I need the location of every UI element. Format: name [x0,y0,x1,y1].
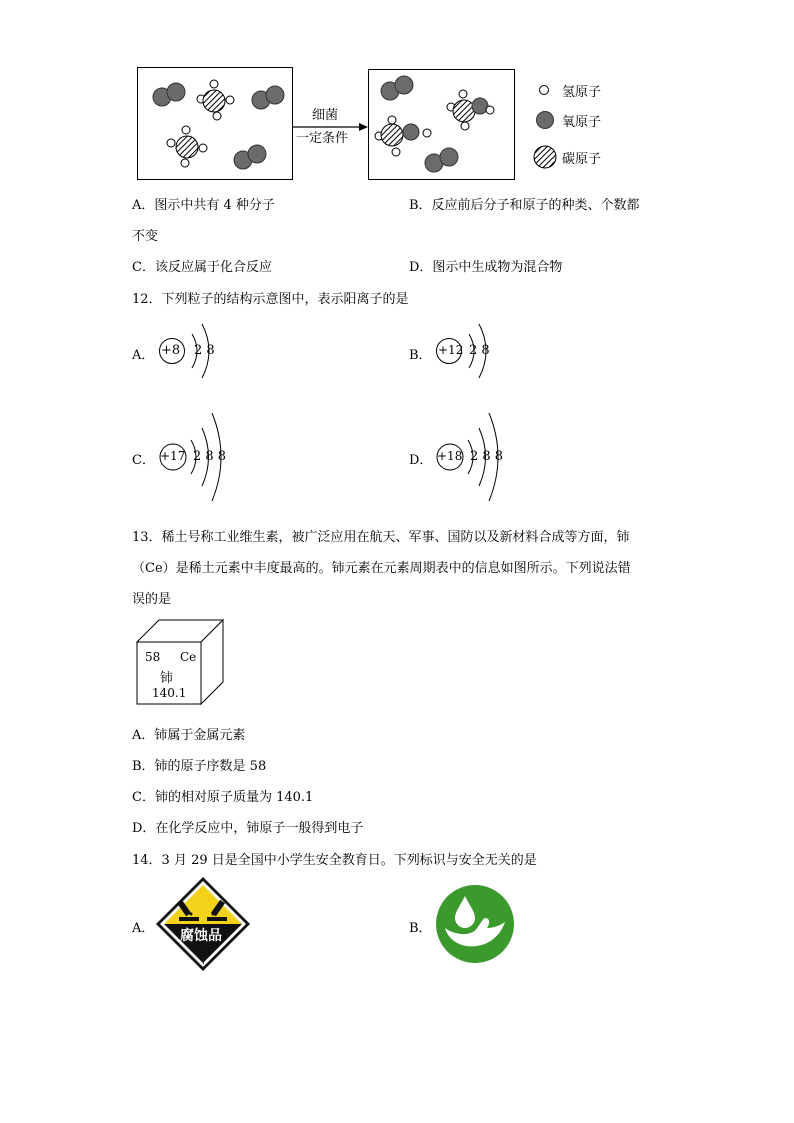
nucleus-charge-d: +18 [437,449,463,463]
q12-stem: 12．下列粒子的结构示意图中，表示阳离子的是 [132,292,409,307]
element-atomic-number: 58 [145,650,161,664]
q11-option-a: A．图示中共有 4 种分子 [132,198,275,213]
q13-option-b: B．铈的原子序数是 58 [132,759,267,774]
element-symbol: Ce [180,650,197,664]
oxygen-molecule [381,76,413,100]
methanol-molecule [447,90,494,130]
corrosive-sign-text: 腐蚀品 [180,928,222,944]
oxygen-molecule [234,145,266,169]
q12-option-a-letter: A． [132,348,155,363]
q12-option-b-letter: B． [409,348,432,363]
legend-oxygen-label: 氧原子 [562,115,602,130]
q13-option-d: D．在化学反应中，铈原子一般得到电子 [132,821,364,836]
oxygen-atom-icon [535,110,555,130]
q13-stem-line2: （Ce）是稀土元素中丰度最高的。铈元素在元素周期表中的信息如图所示。下列说法错 [132,561,631,576]
oxygen-molecule [153,83,185,106]
hydrogen-atom-icon [538,84,550,96]
q13-stem-line1: 13．稀土号称工业维生素，被广泛应用在航天、军事、国防以及新材料合成等方面，铈 [132,530,630,545]
nucleus-charge-b: +12 [438,343,464,357]
q12-option-d-letter: D． [409,453,433,468]
q14-option-b-letter: B． [409,921,432,936]
methane-molecule [167,126,207,167]
element-name: 铈 [160,671,174,686]
q13-option-c: C．铈的相对原子质量为 140.1 [132,790,314,805]
q14-stem: 14．3 月 29 日是全国中小学生安全教育日。下列标识与安全无关的是 [132,853,537,868]
electron-shells-b: 2 8 [469,343,490,358]
electron-shells-c: 2 8 8 [193,449,227,464]
q13-stem-line3: 误的是 [132,592,172,607]
electron-shells-a: 2 8 [194,343,215,358]
arrow-top-label: 细菌 [312,108,339,123]
q14-option-a-letter: A． [132,921,155,936]
q11-option-d: D．图示中生成物为混合物 [409,260,563,275]
water-saving-icon [435,884,515,964]
arrow-bottom-label: 一定条件 [296,131,349,146]
q12-option-c-letter: C． [132,453,155,468]
carbon-atom-icon [532,144,558,170]
element-atomic-mass: 140.1 [152,686,187,700]
reactants-molecules [137,67,293,180]
corrosive-hazard-icon [155,876,251,972]
nucleus-charge-c: +17 [160,449,186,463]
legend-hydrogen-label: 氢原子 [562,85,602,100]
oxygen-molecule [425,148,458,172]
legend-carbon-label: 碳原子 [562,152,602,167]
oxygen-molecule [252,86,284,109]
q11-option-b-cont: 不变 [132,229,159,244]
products-molecules [368,69,515,180]
q11-option-b: B．反应前后分子和原子的种类、个数都 [409,198,640,213]
electron-shells-d: 2 8 8 [470,449,504,464]
q11-option-c: C．该反应属于化合反应 [132,260,272,275]
nucleus-charge-a: +8 [161,343,181,358]
q13-option-a: A．铈属于金属元素 [132,728,246,743]
methanol-molecule [375,116,431,156]
methane-molecule [197,80,234,120]
